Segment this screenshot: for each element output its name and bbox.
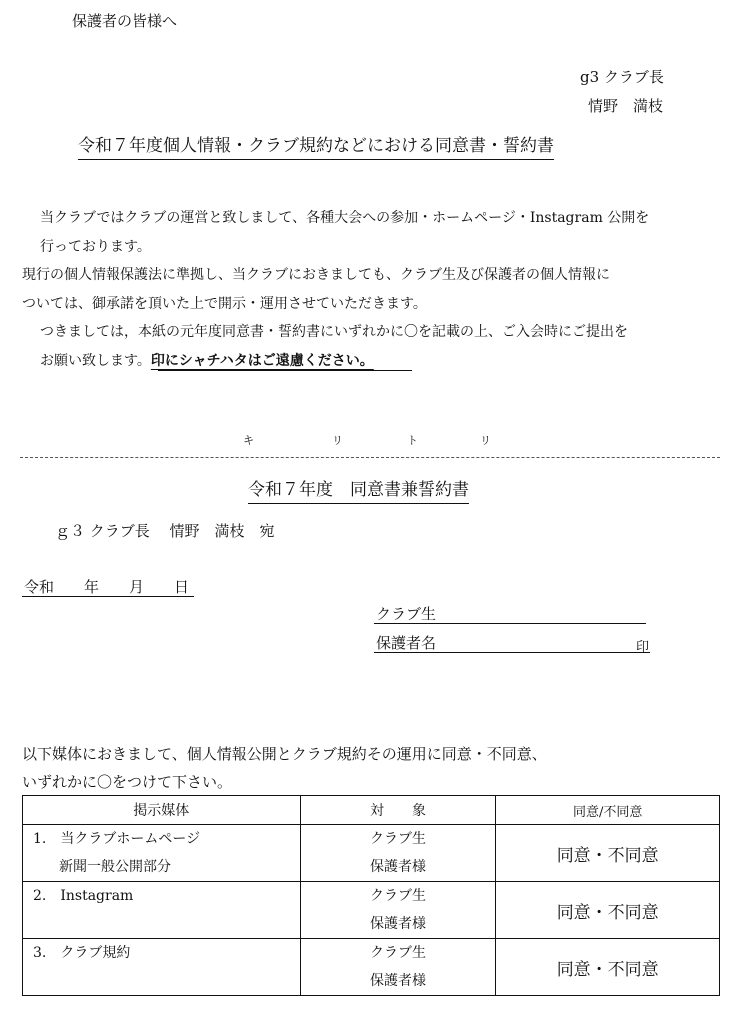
cut-char-1: キ — [243, 434, 254, 447]
sender-title: g3 クラブ長 — [580, 68, 664, 86]
seal-mark: 印 — [636, 640, 650, 655]
cut-line — [20, 457, 720, 458]
media-name: 3. クラブ規約 — [33, 945, 131, 961]
consent-table — [22, 795, 720, 996]
table-row — [23, 825, 720, 882]
page-title: 令和７年度個人情報・クラブ規約などにおける同意書・誓約書 — [78, 131, 554, 160]
target-guardian: 保護者様 — [369, 973, 426, 989]
instruction-line2: いずれかに〇をつけて下さい。 — [22, 773, 233, 791]
table-row — [23, 882, 720, 939]
sender-name: 情野 満枝 — [588, 97, 664, 115]
consent-choice[interactable]: 同意・不同意 — [496, 939, 720, 996]
table-header-row — [23, 796, 720, 825]
target-cell — [300, 939, 496, 996]
instruction-line1: 以下媒体におきまして、個人情報公開とクラブ規約その運用に同意・不同意、 — [22, 745, 547, 763]
cut-char-2: リ — [332, 434, 343, 447]
addressee-header: 保護者の皆様へ — [72, 12, 178, 30]
date-field[interactable]: 令和 年 月 日 — [24, 578, 190, 596]
body-p3-prefix: お願い致します。 — [40, 353, 151, 369]
shachihata-warning: 印にシャチハタはご遠慮ください。 — [150, 353, 374, 369]
col-header-target: 対 象 — [300, 796, 496, 825]
media-cell — [23, 882, 301, 939]
emphasis-underline — [158, 370, 412, 371]
col-header-consent: 同意/不同意 — [496, 796, 720, 825]
target-member: クラブ生 — [369, 831, 426, 847]
table-row — [23, 939, 720, 996]
target-cell — [300, 882, 496, 939]
media-name: 2. Instagram — [33, 888, 134, 904]
body-p2-line1: 現行の個人情報保護法に準拠し、当クラブにおきましても、クラブ生及び保護者の個人情報に — [22, 267, 610, 283]
consent-choice[interactable]: 同意・不同意 — [496, 825, 720, 882]
body-p3-line1: つきましては，本紙の元年度同意書・誓約書にいずれかに〇を記載の上、ご入会時にご提出を — [40, 324, 628, 340]
body-p1-line2: 行っております。 — [40, 239, 151, 255]
body-p3-line2 — [40, 350, 374, 370]
member-name-field[interactable] — [374, 623, 646, 624]
guardian-label: 保護者名 — [376, 634, 437, 652]
form-title: 令和７年度 同意書兼誓約書 — [248, 475, 469, 504]
target-guardian: 保護者様 — [369, 859, 426, 875]
target-guardian: 保護者様 — [369, 916, 426, 932]
member-label: クラブ生 — [376, 605, 437, 623]
form-addressee: ｇ３ クラブ長 情野 満枝 宛 — [55, 522, 275, 540]
target-member: クラブ生 — [369, 945, 426, 961]
cut-char-4: リ — [480, 434, 491, 447]
media-sub: 新聞一般公開部分 — [59, 859, 171, 875]
target-member: クラブ生 — [369, 888, 426, 904]
col-header-media: 掲示媒体 — [23, 796, 301, 825]
media-cell — [23, 939, 301, 996]
cut-char-3: ト — [407, 434, 418, 447]
target-cell — [300, 825, 496, 882]
guardian-name-field[interactable] — [374, 652, 650, 653]
date-underline — [22, 596, 194, 597]
body-p1-line1: 当クラブではクラブの運営と致しまして、各種大会への参加・ホームページ・Instagram 公開を — [40, 210, 650, 226]
media-cell — [23, 825, 301, 882]
consent-choice[interactable]: 同意・不同意 — [496, 882, 720, 939]
body-p2-line2: ついては、御承諾を頂いた上で開示・運用させていただきます。 — [22, 296, 427, 312]
media-name: 1. 当クラブホームページ — [33, 831, 201, 847]
